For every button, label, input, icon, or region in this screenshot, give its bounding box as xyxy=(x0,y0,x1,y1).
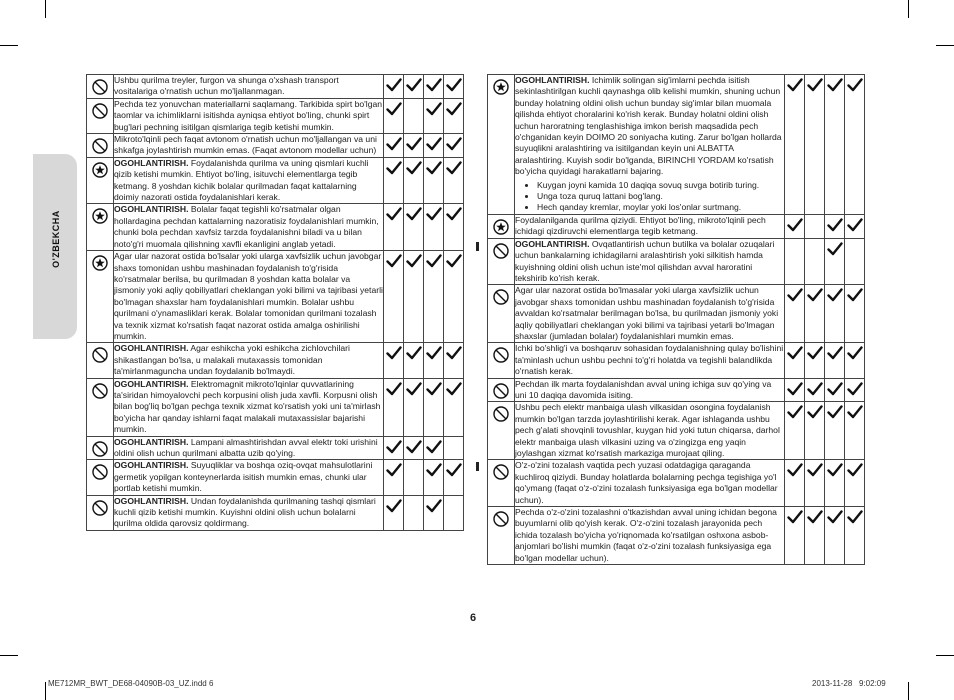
check-cell xyxy=(404,134,424,158)
check-cell xyxy=(825,460,845,507)
check-cell xyxy=(404,251,424,343)
check-mark-icon xyxy=(446,161,462,175)
check-cell xyxy=(404,98,424,133)
row-text-cell xyxy=(515,285,785,343)
instruction-text: Mikroto'lqinli pech faqat avtonom o'rnatish uchun mo'ljallangan va uni shkafga joylashtirish mumkin emas. (Faqat avtonom modellar uchun) xyxy=(114,134,377,156)
check-cell xyxy=(785,507,805,565)
check-mark-icon xyxy=(847,78,863,92)
check-cell xyxy=(845,378,865,402)
prohibition-icon xyxy=(493,464,509,480)
row-text-cell xyxy=(515,460,785,507)
prohibition-icon xyxy=(92,138,108,154)
check-cell xyxy=(825,343,845,378)
check-mark-icon xyxy=(787,346,803,360)
check-mark-icon xyxy=(787,510,803,524)
instruction-text: Foydalanishda qurilma va uning qismlari kuchli qizib ketishi mumkin. Ehtiyot bo'ling, isituvchi elementlarga tegib ketmang. 8 yoshdan kichik bolalar qurilmadan faqat kattalarning doimiy nazorati ostida foydalanishlari kerak. xyxy=(114,157,369,203)
check-mark-icon xyxy=(446,463,462,477)
check-mark-icon xyxy=(787,405,803,419)
check-mark-icon xyxy=(406,137,422,151)
warning-label: OGOHLANTIRISH. xyxy=(114,460,189,471)
check-cell xyxy=(424,495,444,530)
prohibition-icon xyxy=(493,243,509,259)
row-icon-cell xyxy=(87,75,114,99)
row-text-cell xyxy=(114,134,384,158)
check-mark-icon xyxy=(807,405,823,419)
check-cell xyxy=(404,75,424,99)
check-mark-icon xyxy=(446,78,462,92)
check-mark-icon xyxy=(406,382,422,396)
check-mark-icon xyxy=(386,463,402,477)
safety-row xyxy=(87,460,464,495)
check-cell xyxy=(805,402,825,460)
row-text-cell xyxy=(515,507,785,565)
prohibition-icon xyxy=(92,383,108,399)
check-cell xyxy=(444,204,464,251)
check-cell xyxy=(384,460,404,495)
check-cell xyxy=(444,343,464,378)
check-mark-icon xyxy=(827,382,843,396)
safety-row xyxy=(87,204,464,251)
row-icon-cell xyxy=(488,285,515,343)
check-cell xyxy=(424,436,444,460)
instruction-text: Bolalar faqat tegishli ko'rsatmalar olgan hollardagina pechdan kattalarning nazoratisiz foydalanishlari mumkin, chunki bola pechdan xavfsiz tarzda foydalanishni biladi va u bilan noto'g'ri muomala qilishning xavfli ekanligini anglab yetadi. xyxy=(114,204,379,249)
check-cell xyxy=(805,378,825,402)
instruction-text: Ovqatlantirish uchun butilka va bolalar ozuqalari uchun bankalarning ichidagilarni aralashtirish yoki silkitish hamda kuyishning oldini olish uchun iste'mol qilishdan avval haroratini tekshirib ko'rish kerak. xyxy=(515,238,775,283)
check-mark-icon xyxy=(406,161,422,175)
check-cell xyxy=(845,343,865,378)
safety-row xyxy=(488,460,865,507)
instruction-text: Elektromagnit mikroto'lqinlar quvvatlarining ta'siridan himoyalovchi pech korpusini olish juda xavfli. Korpusni olish bilan bog'liq bo'lgan pechga texnik xizmat ko'rsatish yoki uni ta'mirlash bo'yicha har qanday ishlarni faqat malakali mutaxassislar bajarishi mumkin. xyxy=(114,378,381,435)
instruction-text: O'z-o'zini tozalash vaqtida pech yuzasi odatdagiga qaraganda kuchliroq qiziydi. Bunday holatlarda bolalarning pechga tegishiga yo'l qo'ymang (faqat o'z-o'zini tozalash funksiyasiga ega bo'lgan modellar uchun). xyxy=(515,460,778,505)
prohibition-icon xyxy=(92,79,108,95)
prohibition-icon xyxy=(92,464,108,480)
warning-label: OGOHLANTIRISH. xyxy=(114,436,189,447)
check-mark-icon xyxy=(426,440,442,454)
check-cell xyxy=(805,507,825,565)
instruction-text: Pechdan ilk marta foydalanishdan avval uning ichiga suv qo'ying va uni 10 daqiqa davomida isiting. xyxy=(515,378,772,400)
warning-star-icon xyxy=(92,162,108,178)
instruction-text: Ichki bo'shlig'i va boshqaruv sohasidan foydalanishning qulay bo'lishini ta'minlash uchun ushbu pechni to'g'ri holatda va tegishli balandlikda o'rnatish kerak. xyxy=(515,343,784,377)
check-cell xyxy=(825,378,845,402)
warning-label: OGOHLANTIRISH. xyxy=(114,157,189,168)
check-cell xyxy=(404,460,424,495)
prohibition-icon xyxy=(493,383,509,399)
warning-label: OGOHLANTIRISH. xyxy=(114,343,189,354)
check-mark-icon xyxy=(426,102,442,116)
check-cell xyxy=(404,343,424,378)
check-cell xyxy=(424,251,444,343)
row-icon-cell xyxy=(87,134,114,158)
check-mark-icon xyxy=(446,254,462,268)
row-icon-cell xyxy=(87,460,114,495)
warning-star-icon xyxy=(493,79,509,95)
safety-row xyxy=(488,343,865,378)
check-mark-icon xyxy=(426,78,442,92)
check-cell xyxy=(845,402,865,460)
side-tab-label: O'ZBEKCHA xyxy=(51,210,61,268)
check-cell xyxy=(384,495,404,530)
check-mark-icon xyxy=(446,137,462,151)
check-mark-icon xyxy=(847,346,863,360)
safety-row xyxy=(488,402,865,460)
check-mark-icon xyxy=(406,346,422,360)
check-cell xyxy=(424,378,444,436)
check-mark-icon xyxy=(847,288,863,302)
prohibition-icon xyxy=(92,347,108,363)
check-mark-icon xyxy=(847,218,863,232)
warning-label: OGOHLANTIRISH. xyxy=(114,378,189,389)
check-mark-icon xyxy=(426,499,442,513)
check-mark-icon xyxy=(406,78,422,92)
row-icon-cell xyxy=(87,98,114,133)
row-text-cell xyxy=(515,238,785,285)
check-mark-icon xyxy=(807,510,823,524)
check-cell xyxy=(404,157,424,204)
check-cell xyxy=(805,343,825,378)
check-cell xyxy=(825,402,845,460)
check-mark-icon xyxy=(827,346,843,360)
check-mark-icon xyxy=(787,288,803,302)
check-cell xyxy=(444,134,464,158)
check-cell xyxy=(845,460,865,507)
check-cell xyxy=(444,378,464,436)
safety-row xyxy=(87,436,464,460)
row-text-cell xyxy=(114,98,384,133)
prohibition-icon xyxy=(493,406,509,422)
check-cell xyxy=(785,460,805,507)
instruction-text: Undan foydalanishda qurilmaning tashqi qismlari kuchli qizib ketishi mumkin. Kuyishni oldini olish uchun bolalarni qurilma oldida qarovsiz qoldirmang. xyxy=(114,495,376,529)
check-mark-icon xyxy=(386,346,402,360)
check-cell xyxy=(825,507,845,565)
check-cell xyxy=(845,238,865,285)
check-cell xyxy=(805,214,825,238)
prohibition-icon xyxy=(92,441,108,457)
check-mark-icon xyxy=(426,161,442,175)
check-cell xyxy=(825,214,845,238)
row-text-cell xyxy=(114,251,384,343)
instruction-text: Pechda tez yonuvchan materiallarni saqlamang. Tarkibida spirt bo'lgan taomlar va ichimliklarni isitishda ayniqsa ehtiyot bo'ling, chunki spirt bug'lari pechning isitilgan qismlariga tegib ketishi mumkin. xyxy=(114,98,383,132)
safety-row xyxy=(87,75,464,99)
check-cell xyxy=(805,75,825,215)
instruction-text: Agar ular nazorat ostida bo'lsalar yoki ularga xavfsizlik uchun javobgar shaxs tomonidan ushbu mashinadan foydalanish to'g'risida ko'rsatmalar berilsa, bu qurilmadan 8 yoshdan katta bolalar va jismoniy yoki aqliy qobiliyatlari cheklangan yoki bilimi va tajribasi yetarli bo'lmagan shaxslar ham foydalanishlari mumkin. Bolalar ushbu qurilmani o'ynamasliklari kerak. Bolalar tomonidan qurilmani tozalash va texnik xizmat ko'rsatish faqat nazorat ostida amalga oshirilishi mumkin. xyxy=(114,251,383,341)
check-mark-icon xyxy=(386,382,402,396)
check-mark-icon xyxy=(807,382,823,396)
safety-row xyxy=(87,378,464,436)
check-cell xyxy=(845,214,865,238)
prohibition-icon xyxy=(92,500,108,516)
check-cell xyxy=(424,343,444,378)
crop-mark xyxy=(936,45,954,46)
check-mark-icon xyxy=(847,463,863,477)
check-cell xyxy=(384,157,404,204)
check-mark-icon xyxy=(827,78,843,92)
warning-label: OGOHLANTIRISH. xyxy=(114,204,189,215)
check-cell xyxy=(805,285,825,343)
row-icon-cell xyxy=(87,436,114,460)
check-mark-icon xyxy=(426,346,442,360)
row-icon-cell xyxy=(488,75,515,215)
check-cell xyxy=(444,495,464,530)
safety-row xyxy=(87,98,464,133)
crop-mark xyxy=(908,0,909,18)
check-mark-icon xyxy=(847,510,863,524)
check-mark-icon xyxy=(386,440,402,454)
check-mark-icon xyxy=(406,440,422,454)
row-text-cell xyxy=(515,214,785,238)
safety-row xyxy=(87,343,464,378)
instruction-text: Agar eshikcha yoki eshikcha zichlovchilari shikastlangan bo'lsa, u malakali mutaxassis tomonidan ta'mirlanmaguncha undan foydalanib bo'lmaydi. xyxy=(114,343,350,377)
check-mark-icon xyxy=(847,405,863,419)
check-cell xyxy=(825,285,845,343)
row-icon-cell xyxy=(488,460,515,507)
check-cell xyxy=(384,378,404,436)
check-cell xyxy=(384,436,404,460)
safety-row xyxy=(87,251,464,343)
check-cell xyxy=(845,75,865,215)
prohibition-icon xyxy=(493,347,509,363)
check-mark-icon xyxy=(827,218,843,232)
check-mark-icon xyxy=(807,78,823,92)
row-text-cell xyxy=(515,402,785,460)
safety-row xyxy=(488,214,865,238)
check-mark-icon xyxy=(807,288,823,302)
check-cell xyxy=(785,75,805,215)
warning-star-icon xyxy=(92,208,108,224)
warning-label: OGOHLANTIRISH. xyxy=(515,238,590,249)
check-mark-icon xyxy=(386,161,402,175)
check-mark-icon xyxy=(827,405,843,419)
check-cell xyxy=(805,460,825,507)
check-cell xyxy=(384,204,404,251)
check-mark-icon xyxy=(386,102,402,116)
check-cell xyxy=(785,214,805,238)
check-mark-icon xyxy=(426,207,442,221)
instruction-text: Suyuqliklar va boshqa oziq-ovqat mahsulotlarini germetik yopilgan konteynerlarda isitish mumkin emas, chunki ular portlab ketishi mumkin. xyxy=(114,460,373,494)
check-cell xyxy=(424,98,444,133)
registration-mark xyxy=(476,242,479,251)
row-icon-cell xyxy=(488,238,515,285)
safety-row xyxy=(87,157,464,204)
check-cell xyxy=(444,251,464,343)
check-mark-icon xyxy=(827,242,843,256)
crop-mark xyxy=(45,0,46,18)
row-icon-cell xyxy=(488,378,515,402)
crop-mark xyxy=(0,45,18,46)
check-cell xyxy=(785,285,805,343)
check-cell xyxy=(404,204,424,251)
check-cell xyxy=(384,75,404,99)
check-cell xyxy=(845,507,865,565)
row-icon-cell xyxy=(87,378,114,436)
safety-row xyxy=(488,507,865,565)
check-cell xyxy=(404,436,424,460)
footer-timestamp: 2013-11-28 9:02:09 xyxy=(812,679,886,688)
row-text-cell xyxy=(515,75,785,215)
check-cell xyxy=(444,157,464,204)
list-item: • Kuygan joyni kamida 10 daqiqa sovuq suvga botirib turing. xyxy=(537,180,784,191)
row-text-cell xyxy=(114,75,384,99)
instruction-text: Pechda o'z-o'zini tozalashni o'tkazishdan avval uning ichidan begona buyumlarni olib qo'yish kerak. O'z-o'zini tozalash jarayonida pech ichida tozalash bo'yicha yo'riqnomada ko'rsatilgan oshxona asbob-anjomlari bo'lishi mumkin (faqat o'z-o'zini tozalash funksiyasiga ega bo'lgan modellar uchun). xyxy=(515,507,777,563)
row-icon-cell xyxy=(488,343,515,378)
warning-star-icon xyxy=(92,255,108,271)
footer-file-info: ME712MR_BWT_DE68-04090B-03_UZ.indd 6 xyxy=(48,679,214,688)
list-item: • Unga toza quruq lattani bog'lang. xyxy=(537,191,784,202)
row-text-cell xyxy=(515,378,785,402)
crop-mark xyxy=(0,655,18,656)
row-text-cell xyxy=(114,460,384,495)
safety-row xyxy=(87,134,464,158)
check-cell xyxy=(444,460,464,495)
language-side-tab xyxy=(33,154,77,339)
row-text-cell xyxy=(114,157,384,204)
check-cell xyxy=(424,460,444,495)
safety-table-left xyxy=(86,74,464,531)
page-number: 6 xyxy=(470,612,477,624)
safety-row xyxy=(488,378,865,402)
row-text-cell xyxy=(114,343,384,378)
row-text-cell xyxy=(114,378,384,436)
check-cell xyxy=(424,75,444,99)
check-mark-icon xyxy=(827,288,843,302)
safety-table-right xyxy=(487,74,865,565)
check-mark-icon xyxy=(847,382,863,396)
check-cell xyxy=(785,402,805,460)
row-text-cell xyxy=(515,343,785,378)
check-mark-icon xyxy=(827,510,843,524)
check-cell xyxy=(424,204,444,251)
warning-label: OGOHLANTIRISH. xyxy=(114,495,189,506)
check-mark-icon xyxy=(827,463,843,477)
row-icon-cell xyxy=(87,157,114,204)
check-mark-icon xyxy=(386,499,402,513)
row-icon-cell xyxy=(87,343,114,378)
check-mark-icon xyxy=(406,254,422,268)
prohibition-icon xyxy=(92,103,108,119)
instruction-text: Ichimlik solingan sig'imlarni pechda isitish sekinlashtirilgan kuchli qaynashga olib kelishi mumkin, shuning uchun bunday holatning oldini olish uchun bunday sig'imlar bilan muomala qilishda ehtiyot choralarini ko'rish kerak. Bunday holatni oldini olish uchun haroratning tenglashishiga imkon berish maqsadida pech o'chganidan keyin DOIMO 20 soniyacha kuting. Zarur bo'lgan hollarda suyuqlikni aralashtiring va isitilgandan keyin uni ALBATTA aralashtiring. Kuyish sodir bo'lganda, BIRINCHI YORDAM ko'rsatish bo'yicha quyidagi harakatlarni bajaring. xyxy=(515,75,782,177)
warning-star-icon xyxy=(493,219,509,235)
check-mark-icon xyxy=(446,102,462,116)
first-aid-list xyxy=(515,180,784,214)
check-mark-icon xyxy=(787,218,803,232)
check-mark-icon xyxy=(807,463,823,477)
check-cell xyxy=(404,378,424,436)
check-mark-icon xyxy=(446,346,462,360)
check-cell xyxy=(444,75,464,99)
check-cell xyxy=(805,238,825,285)
check-mark-icon xyxy=(446,207,462,221)
check-mark-icon xyxy=(787,463,803,477)
check-mark-icon xyxy=(426,254,442,268)
check-mark-icon xyxy=(386,254,402,268)
prohibition-icon xyxy=(493,289,509,305)
check-cell xyxy=(384,98,404,133)
row-text-cell xyxy=(114,436,384,460)
instruction-text: Foydalanilganda qurilma qiziydi. Ehtiyot bo'ling, mikroto'lqinli pech ichidagi qizdiruvchi elementlarga tegib ketmang. xyxy=(515,214,766,237)
instruction-text: Agar ular nazorat ostida bo'lmasalar yoki ularga xavfsizlik uchun javobgar shaxs tomonidan ushbu mashinadan foydalanish to'g'risida avvaldan ko'rsatmalar berilmagan bo'lsa, bu qurilmadan jismoniy yoki aqliy qobiliyatlari cheklangan yoki bilimi va tajribasi yetarli bo'lmagan shaxslar (jumladan bolalar) foydalanishlari mumkin emas. xyxy=(515,285,779,341)
row-icon-cell xyxy=(87,251,114,343)
check-mark-icon xyxy=(406,207,422,221)
crop-mark xyxy=(936,655,954,656)
instruction-text: Ushbu pech elektr manbaiga ulash vilkasidan osongina foydalanish mumkin bo'lgan tarzda joylashtirilishi kerak. Agar ishlaganda ushbu pech g'alati shovqinli tovushlar, kuygan hid yoki tutun chiqarsa, darhol elektr manbaiga ulash vilkasini uzing va o'zingizga eng yaqin joylashgan xizmat ko'rsatish markaziga murojaat qiling. xyxy=(515,402,780,458)
safety-row xyxy=(87,495,464,530)
safety-row xyxy=(488,238,865,285)
safety-row xyxy=(488,75,865,215)
row-icon-cell xyxy=(488,214,515,238)
check-cell xyxy=(384,134,404,158)
check-cell xyxy=(384,343,404,378)
check-cell xyxy=(785,378,805,402)
check-cell xyxy=(424,157,444,204)
row-icon-cell xyxy=(488,507,515,565)
check-mark-icon xyxy=(426,137,442,151)
check-mark-icon xyxy=(787,382,803,396)
check-cell xyxy=(384,251,404,343)
row-text-cell xyxy=(114,204,384,251)
prohibition-icon xyxy=(493,511,509,527)
check-cell xyxy=(845,285,865,343)
check-cell xyxy=(825,75,845,215)
instruction-text: Ushbu qurilma treyler, furgon va shunga o'xshash transport vositalariga o'rnatish uchun mo'ljallanmagan. xyxy=(114,75,339,97)
row-icon-cell xyxy=(87,204,114,251)
check-cell xyxy=(424,134,444,158)
crop-mark xyxy=(908,682,909,700)
check-cell xyxy=(825,238,845,285)
check-cell xyxy=(444,436,464,460)
warning-label: OGOHLANTIRISH. xyxy=(515,75,590,85)
registration-mark xyxy=(476,462,479,471)
check-cell xyxy=(785,343,805,378)
row-icon-cell xyxy=(488,402,515,460)
check-mark-icon xyxy=(386,137,402,151)
list-item: • Hech qanday kremlar, moylar yoki los'onlar surtmang. xyxy=(537,202,784,213)
row-text-cell xyxy=(114,495,384,530)
check-mark-icon xyxy=(386,78,402,92)
instruction-text: Lampani almashtirishdan avval elektr toki urishini oldini olish uchun qurilmani albatta uzib qo'ying. xyxy=(114,436,378,458)
check-cell xyxy=(404,495,424,530)
check-mark-icon xyxy=(446,382,462,396)
check-cell xyxy=(444,98,464,133)
safety-row xyxy=(488,285,865,343)
crop-mark xyxy=(45,682,46,700)
check-mark-icon xyxy=(807,346,823,360)
check-mark-icon xyxy=(787,78,803,92)
check-cell xyxy=(785,238,805,285)
check-mark-icon xyxy=(426,382,442,396)
check-mark-icon xyxy=(386,207,402,221)
check-mark-icon xyxy=(426,463,442,477)
row-icon-cell xyxy=(87,495,114,530)
